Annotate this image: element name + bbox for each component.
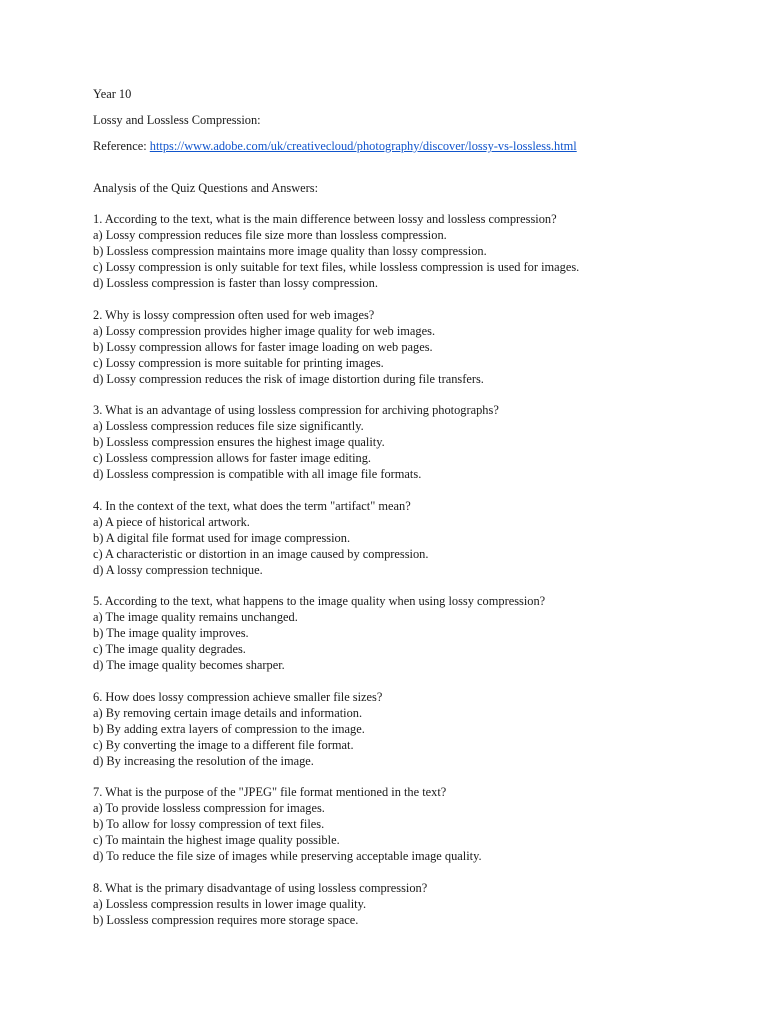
- answer-option: c) Lossy compression is only suitable for text files, while lossless compression is used for images.: [93, 260, 580, 274]
- question-block: [93, 784, 743, 864]
- answer-option: a) Lossless compression reduces file size significantly.: [93, 419, 364, 433]
- answer-option: a) Lossless compression results in lower image quality.: [93, 896, 367, 911]
- answer-option: d) Lossless compression is faster than lossy compression.: [93, 276, 378, 290]
- reference-label: Reference:: [93, 139, 150, 153]
- document-title: Lossy and Lossless Compression:: [93, 113, 261, 127]
- analysis-heading: Analysis of the Quiz Questions and Answers:: [93, 181, 319, 195]
- answer-option: c) Lossy compression is more suitable for printing images.: [93, 355, 384, 370]
- answer-option: b) Lossless compression ensures the highest image quality.: [93, 435, 385, 449]
- answer-option: d) A lossy compression technique.: [93, 562, 263, 577]
- question-text: 8. What is the primary disadvantage of using lossless compression?: [93, 880, 428, 895]
- question-block: [93, 498, 743, 578]
- question-text: 6. How does lossy compression achieve smaller file sizes?: [93, 689, 383, 704]
- answer-option: c) Lossless compression allows for faster image editing.: [93, 451, 372, 465]
- answer-option: d) The image quality becomes sharper.: [93, 658, 285, 672]
- answer-option: a) By removing certain image details and information.: [93, 705, 363, 720]
- question-text: 1. According to the text, what is the main difference between lossy and lossless compression?: [93, 212, 557, 226]
- answer-option: a) A piece of historical artwork.: [93, 514, 250, 529]
- answer-option: c) By converting the image to a different file format.: [93, 737, 354, 752]
- answer-option: b) A digital file format used for image compression.: [93, 530, 351, 545]
- answer-option: b) Lossy compression allows for faster image loading on web pages.: [93, 339, 433, 354]
- answer-option: d) Lossy compression reduces the risk of image distortion during file transfers.: [93, 371, 484, 386]
- question-block: [93, 211, 743, 291]
- document-page: [93, 86, 743, 943]
- answer-option: a) To provide lossless compression for images.: [93, 801, 325, 815]
- answer-option: d) To reduce the file size of images while preserving acceptable image quality.: [93, 849, 482, 863]
- question-block: [93, 880, 743, 928]
- question-text: 5. According to the text, what happens to the image quality when using lossy compression?: [93, 594, 546, 608]
- question-text: 4. In the context of the text, what does the term "artifact" mean?: [93, 498, 411, 513]
- answer-option: d) Lossless compression is compatible with all image file formats.: [93, 467, 422, 481]
- answer-option: c) To maintain the highest image quality possible.: [93, 833, 340, 847]
- answer-option: b) To allow for lossy compression of text files.: [93, 817, 325, 831]
- question-list: [93, 211, 743, 928]
- year-label: Year 10: [93, 87, 132, 101]
- answer-option: a) The image quality remains unchanged.: [93, 610, 298, 624]
- question-text: 2. Why is lossy compression often used for web images?: [93, 307, 375, 322]
- answer-option: d) By increasing the resolution of the image.: [93, 753, 314, 768]
- answer-option: a) Lossy compression provides higher image quality for web images.: [93, 323, 436, 338]
- answer-option: c) A characteristic or distortion in an image caused by compression.: [93, 546, 429, 561]
- question-text: 3. What is an advantage of using lossless compression for archiving photographs?: [93, 403, 499, 417]
- answer-option: c) The image quality degrades.: [93, 642, 246, 656]
- reference-link[interactable]: https://www.adobe.com/uk/creativecloud/photography/discover/lossy-vs-lossless.html: [149, 139, 577, 153]
- answer-option: b) Lossless compression requires more storage space.: [93, 912, 359, 927]
- question-text: 7. What is the purpose of the "JPEG" file format mentioned in the text?: [93, 785, 447, 799]
- question-block: [93, 593, 743, 673]
- answer-option: b) Lossless compression maintains more image quality than lossy compression.: [93, 244, 487, 258]
- answer-option: b) By adding extra layers of compression to the image.: [93, 721, 365, 736]
- answer-option: b) The image quality improves.: [93, 626, 249, 640]
- question-block: [93, 689, 743, 769]
- question-block: [93, 402, 743, 482]
- question-block: [93, 307, 743, 387]
- reference-line: [93, 138, 743, 154]
- answer-option: a) Lossy compression reduces file size more than lossless compression.: [93, 228, 447, 242]
